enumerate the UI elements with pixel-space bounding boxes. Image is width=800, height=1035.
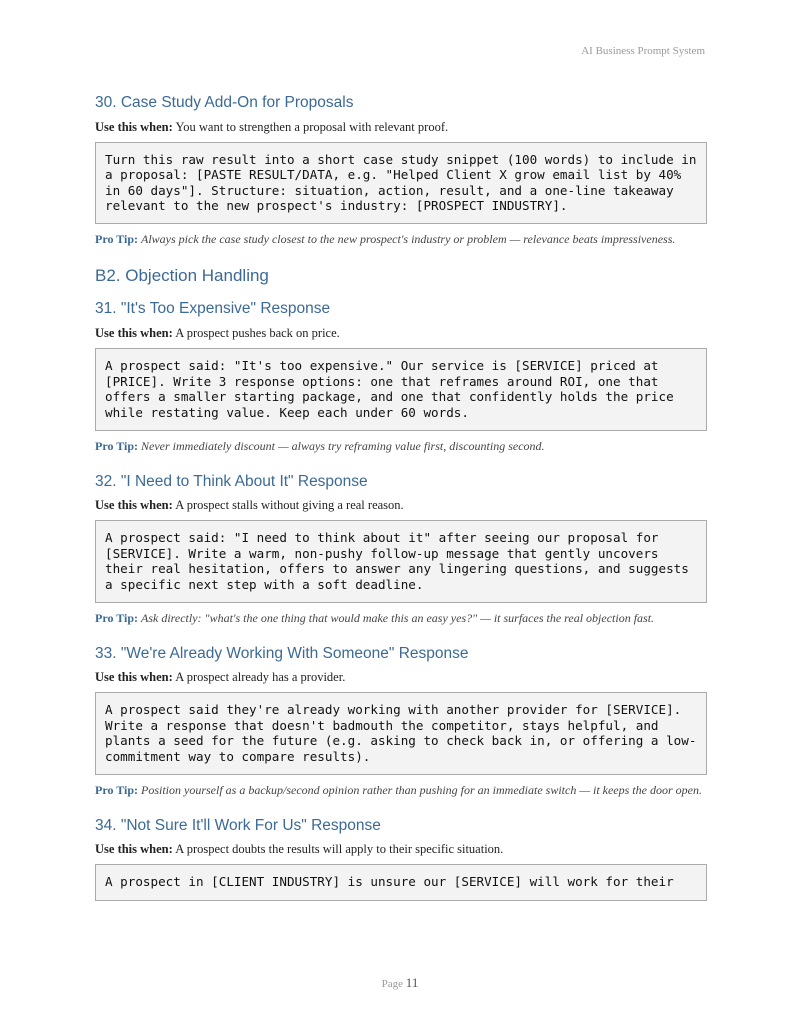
use-when-line [95,497,707,513]
prompt-title: 31. "It's Too Expensive" Response [95,300,331,318]
pro-tip [95,783,707,799]
use-when-label: Use this when: [95,326,173,341]
use-when-text: A prospect already has a provider. [175,670,346,685]
prompt-code-box[interactable]: A prospect said they're already working with another provider for [SERVICE]. Write a response that doesn't badmouth the competitor, stays helpful, and plants a seed for the future (e.g. asking to check back in, or offering a low-commitment way to compare results). [95,692,707,775]
pro-tip-label: Pro Tip: [95,232,139,247]
prompt-block-32 [95,473,707,627]
use-when-label: Use this when: [95,119,173,134]
pro-tip [95,232,707,248]
use-when-line [95,119,707,135]
section-heading: B2. Objection Handling [95,266,269,286]
prompt-code-box[interactable]: Turn this raw result into a short case study snippet (100 words) to include in a proposal: [PASTE RESULT/DATA, e.g. "Helped Client X grow email list by 40% in 60 days"]. Structure: situation, action, result, and a one-line takeaway relevant to the new prospect's industry: [PROSPECT INDUSTRY]. [95,142,707,225]
use-when-line [95,669,707,685]
running-header: AI Business Prompt System [581,45,705,57]
prompt-code-box[interactable]: A prospect in [CLIENT INDUSTRY] is unsure our [SERVICE] will work for their [95,864,707,900]
use-when-label: Use this when: [95,498,173,513]
use-when-text: A prospect pushes back on price. [175,326,340,341]
prompt-block-31 [95,300,707,454]
pro-tip-label: Pro Tip: [95,610,139,625]
use-when-text: A prospect doubts the results will apply to their specific situation. [175,842,504,857]
prompt-title: 30. Case Study Add-On for Proposals [95,94,354,111]
page-content [95,94,707,901]
prompt-title: 33. "We're Already Working With Someone" Response [95,644,469,662]
pro-tip [95,439,707,455]
prompt-block-34 [95,817,707,901]
pro-tip-label: Pro Tip: [95,783,139,798]
use-when-text: A prospect stalls without giving a real reason. [175,498,404,513]
page-label: Page [381,978,404,990]
pro-tip-text: Position yourself as a backup/second opinion rather than pushing for an immediate switch — it keeps the door open. [141,783,702,798]
page-number: 11 [405,975,419,990]
prompt-block-33 [95,645,707,799]
page-footer [0,975,800,991]
pro-tip-text: Never immediately discount — always try reframing value first, discounting second. [141,438,545,453]
pro-tip-label: Pro Tip: [95,438,139,453]
pro-tip [95,611,707,627]
use-when-line [95,325,707,341]
pro-tip-text: Always pick the case study closest to the new prospect's industry or problem — relevance beats impressiveness. [141,232,676,247]
prompt-block-30 [95,94,707,248]
use-when-label: Use this when: [95,670,173,685]
use-when-text: You want to strengthen a proposal with relevant proof. [175,119,449,134]
prompt-code-box[interactable]: A prospect said: "It's too expensive." Our service is [SERVICE] priced at [PRICE]. Write 3 response options: one that reframes around ROI, one that offers a smaller starting package, and one that confidently holds the price while restating value. Keep each under 60 words. [95,348,707,431]
use-when-line [95,841,707,857]
prompt-title: 34. "Not Sure It'll Work For Us" Response [95,816,381,834]
prompt-title: 32. "I Need to Think About It" Response [95,472,368,490]
use-when-label: Use this when: [95,842,173,857]
prompt-code-box[interactable]: A prospect said: "I need to think about it" after seeing our proposal for [SERVICE]. Write a warm, non-pushy follow-up message that gently uncovers their real hesitation, offers to answer any lingering questions, and suggests a specific next step with a soft deadline. [95,520,707,603]
pro-tip-text: Ask directly: "what's the one thing that would make this an easy yes?" — it surfaces the real objection fast. [141,610,655,625]
